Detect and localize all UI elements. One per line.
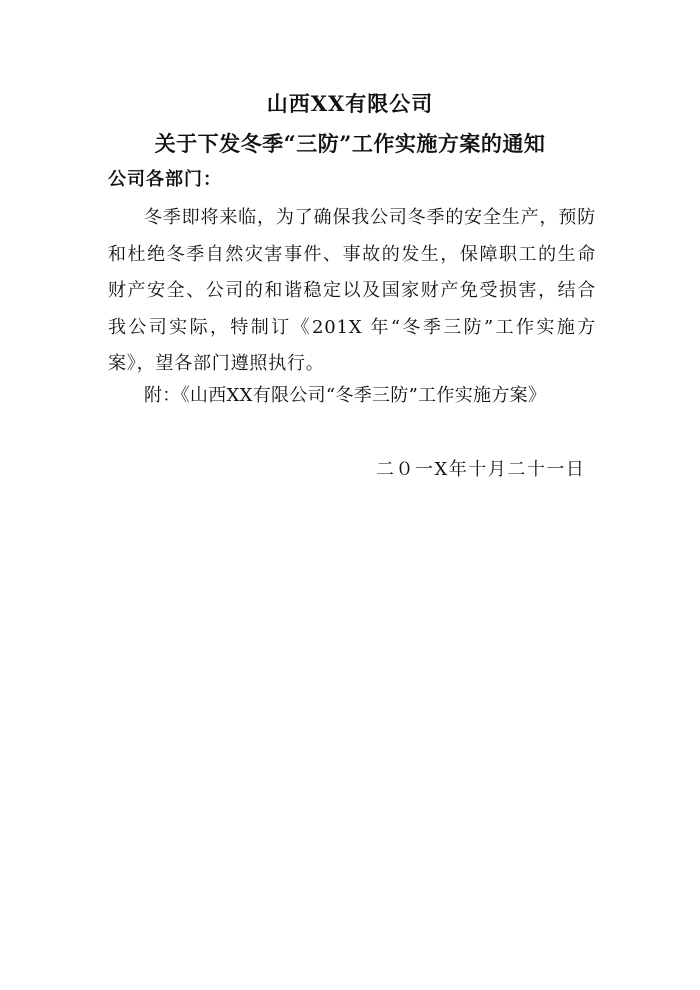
company-title: 山西XX有限公司 bbox=[266, 91, 434, 116]
attachment-line: 附：《山西XX有限公司“冬季三防”工作实施方案》 bbox=[144, 385, 547, 406]
issue-date: 二０一X年十月二十一日 bbox=[376, 459, 586, 480]
salutation: 公司各部门： bbox=[108, 169, 222, 190]
notice-title: 关于下发冬季“三防”工作实施方案的通知 bbox=[154, 131, 546, 156]
body-paragraph: 冬季即将来临，为了确保我公司冬季的安全生产，预防和杜绝冬季自然灾害事件、事故的发生，保障职工的生命财产安全、公司的和谐稳定以及国家财产免受损害，结合我公司实际，特制订《201X 年“冬季三防”工作实施方案》，望各部门遵照执行。 bbox=[108, 207, 596, 374]
